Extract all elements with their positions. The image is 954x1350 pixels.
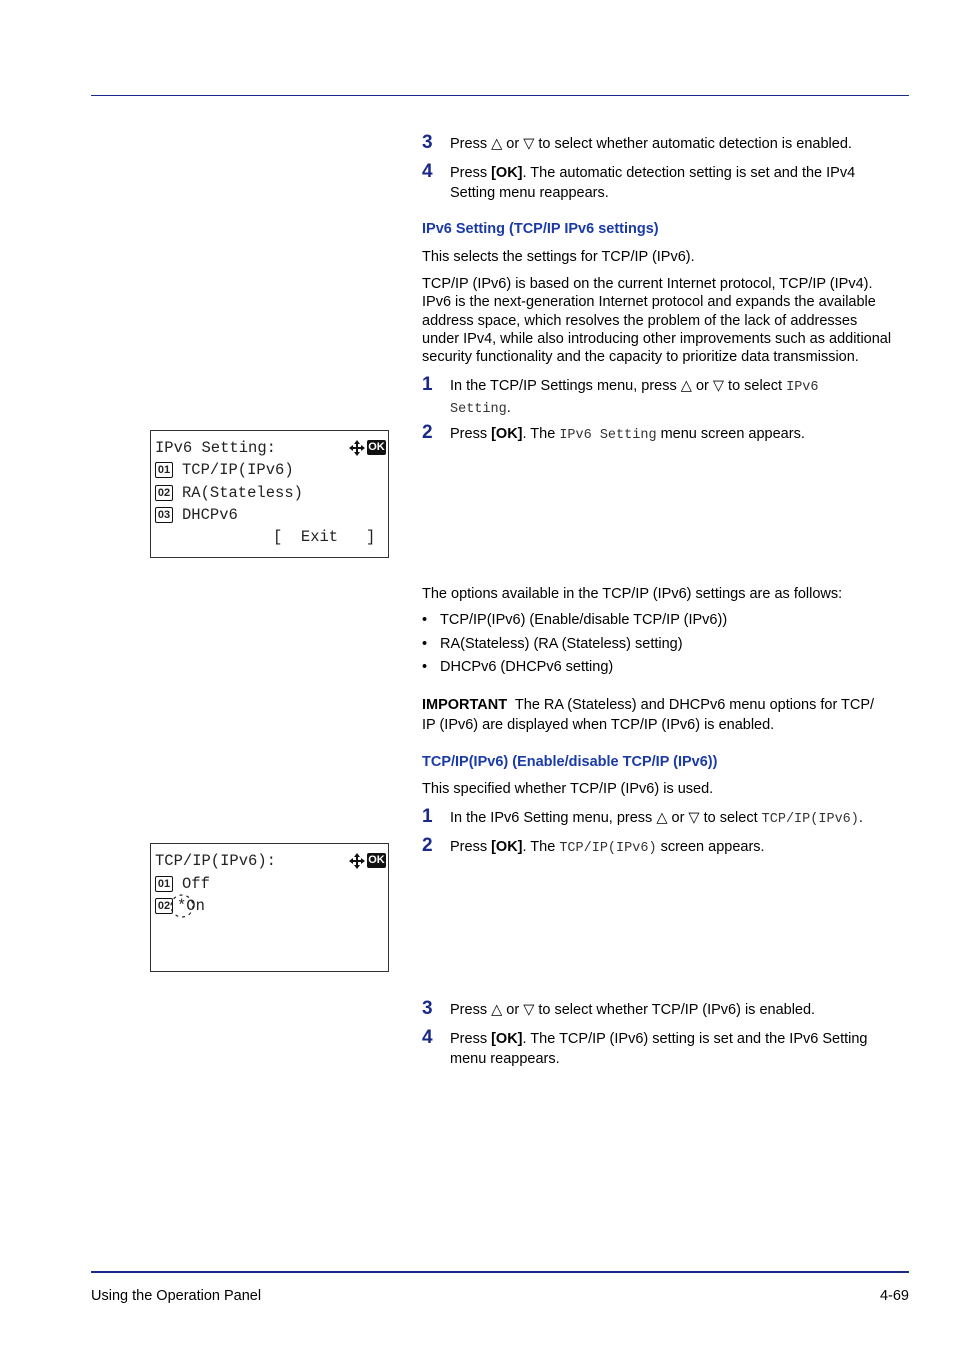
important-note: IMPORTANT The RA (Stateless) and DHCPv6 menu options for TCP/ IP (IPv6) are displayed when TCP/IP (IPv6) is enabled. [422,697,875,733]
lcd-title: TCP/IP(IPv6): [155,852,276,870]
ok-icon: OK [368,441,385,453]
step-number: 2 [422,835,433,856]
step-text: In the IPv6 Setting menu, press △ or ▽ to select TCP/IP(IPv6). [450,810,863,827]
section-heading: IPv6 Setting (TCP/IP IPv6 settings) [422,221,659,237]
item-number-icon: 02 [155,485,173,501]
step-number: 3 [422,998,433,1019]
step-text: Press △ or ▽ to select whether automatic detection is enabled. [450,136,852,152]
page-number: 4-69 [879,1288,909,1304]
step-text: Press [OK]. The automatic detection setting is set and the IPv4 Setting menu reappears. [450,165,856,201]
cursor-highlight-icon [167,892,197,920]
step-number: 1 [422,374,433,395]
step-text: Press [OK]. The TCP/IP (IPv6) setting is set and the IPv6 Setting menu reappears. [450,1031,868,1067]
ok-icon: OK [368,854,385,866]
item-number-icon: 01 [155,462,173,478]
lcd-screen-ipv6-setting [150,430,389,558]
step-number: 1 [422,806,433,827]
four-way-arrows-icon [348,852,366,870]
step-text: Press [OK]. The TCP/IP(IPv6) screen appears. [450,839,765,856]
item-number-icon: 01 [155,876,173,892]
lcd-menu-item: 02 RA(Stateless) [155,484,303,502]
item-number-icon: 03 [155,507,173,523]
step-number: 4 [422,1027,433,1048]
item-number-icon: 02 [155,898,173,914]
option-bullet: • TCP/IP(IPv6) (Enable/disable TCP/IP (IPv6)) [422,612,728,628]
step-text: In the TCP/IP Settings menu, press △ or ▽ to select IPv6 Setting. [450,378,819,417]
lcd-softkey-exit: [ Exit ] [273,528,376,546]
option-bullet: • DHCPv6 (DHCPv6 setting) [422,659,614,675]
option-bullet: • RA(Stateless) (RA (Stateless) setting) [422,636,683,652]
header-rule [91,95,909,96]
options-intro: The options available in the TCP/IP (IPv6) settings are as follows: [422,586,843,602]
lcd-menu-item: 01 Off [155,875,210,893]
lcd-title: IPv6 Setting: [155,439,276,457]
step-number: 3 [422,132,433,153]
lcd-menu-item: 01 TCP/IP(IPv6) [155,461,294,479]
step-text: Press △ or ▽ to select whether TCP/IP (IPv6) is enabled. [450,1002,816,1018]
step-number: 2 [422,422,433,443]
section-intro: This selects the settings for TCP/IP (IPv6). [422,249,695,265]
section-intro: This specified whether TCP/IP (IPv6) is used. [422,781,714,797]
lcd-screen-tcpip-ipv6 [150,843,389,972]
lcd-menu-item: 03 DHCPv6 [155,506,238,524]
section-body: TCP/IP (IPv6) is based on the current Internet protocol, TCP/IP (IPv4). IPv6 is the next-generation Internet protocol and expands the available address space, which resolves the problem of the lack of addresses under IPv4, while also introducing other improvements such as additional security functionality and the capacity to prioritize data transmission. [422,276,892,366]
step-text: Press [OK]. The IPv6 Setting menu screen appears. [450,426,805,443]
section-heading: TCP/IP(IPv6) (Enable/disable TCP/IP (IPv6)) [422,754,718,770]
footer-title: Using the Operation Panel [91,1288,262,1304]
step-number: 4 [422,161,433,182]
four-way-arrows-icon [348,439,366,457]
footer-rule [91,1271,909,1273]
lcd-menu-item-selected: 02 *On [155,897,205,915]
